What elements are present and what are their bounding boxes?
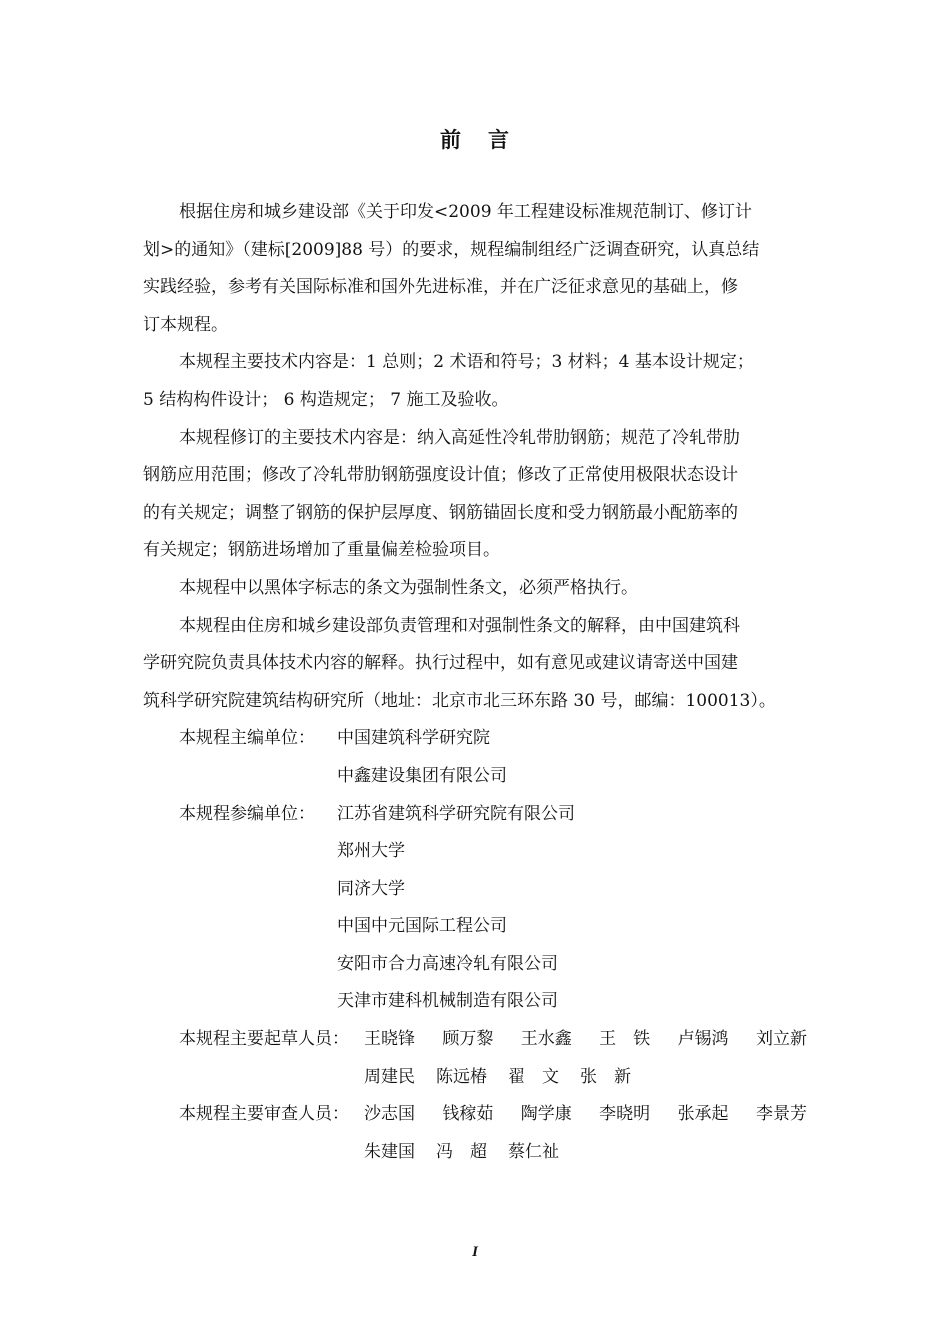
person-name: 陈远椿 (436, 1066, 487, 1087)
paragraph-line: 实践经验，参考有关国际标准和国外先进标准，并在广泛征求意见的基础上，修 (143, 277, 738, 298)
paragraph-line: 订本规程。 (143, 314, 228, 335)
person-name: 蔡仁祉 (508, 1141, 559, 1162)
unit-name: 天津市建科机械制造有限公司 (337, 991, 558, 1012)
unit-name: 中国建筑科学研究院 (337, 728, 490, 749)
paragraph-line: 学研究院负责具体技术内容的解释。执行过程中，如有意见或建议请寄送中国建 (143, 653, 738, 674)
paragraph-line: 筑科学研究院建筑结构研究所（地址：北京市北三环东路 30 号，邮编：100013）。 (143, 690, 776, 711)
person-name: 钱稼茹 (442, 1104, 494, 1125)
paragraph-line: 有关规定；钢筋进场增加了重量偏差检验项目。 (143, 540, 500, 561)
unit-name: 同济大学 (337, 878, 405, 899)
title-char-2: 言 (488, 128, 510, 152)
person-name: 卢锡鸿 (677, 1029, 729, 1050)
page-number: I (472, 1244, 478, 1260)
unit-name: 郑州大学 (337, 841, 405, 862)
paragraph-line: 5 结构构件设计； 6 构造规定； 7 施工及验收。 (143, 389, 509, 410)
paragraph-management (143, 608, 807, 721)
paragraph-mandatory-clauses (143, 570, 807, 608)
unit-name: 中鑫建设集团有限公司 (337, 765, 507, 786)
page-title (0, 124, 950, 154)
chief-editor-units (143, 720, 807, 795)
chief-editor-label: 本规程主编单位： (179, 728, 315, 749)
unit-name: 江苏省建筑科学研究院有限公司 (337, 803, 575, 824)
drafters-label: 本规程主要起草人员： (179, 1029, 349, 1050)
paragraph-line: 根据住房和城乡建设部《关于印发<2009 年工程建设标准规范制订、修订计 (179, 202, 752, 222)
unit-name: 安阳市合力高速冷轧有限公司 (337, 953, 558, 974)
paragraph-line: 钢筋应用范围；修改了冷轧带肋钢筋强度设计值；修改了正常使用极限状态设计 (143, 465, 738, 486)
person-name: 李晓明 (599, 1104, 651, 1125)
person-name: 朱建国 (364, 1141, 415, 1162)
person-name: 翟 文 (508, 1066, 559, 1087)
paragraph-line: 本规程由住房和城乡建设部负责管理和对强制性条文的解释，由中国建筑科 (179, 615, 740, 636)
person-name: 李景芳 (755, 1104, 807, 1125)
reviewers-list (143, 1096, 807, 1171)
drafters-list (143, 1021, 807, 1096)
person-name: 王晓锋 (364, 1029, 415, 1050)
person-name: 王水鑫 (520, 1029, 572, 1050)
person-name: 沙志国 (364, 1104, 415, 1125)
unit-name: 中国中元国际工程公司 (337, 916, 507, 937)
title-char-1: 前 (440, 128, 462, 152)
paragraph-background (143, 194, 807, 344)
person-name: 陶学康 (520, 1104, 572, 1125)
paragraph-line: 本规程中以黑体字标志的条文为强制性条文，必须严格执行。 (179, 577, 638, 598)
participating-units (143, 796, 807, 1022)
person-name: 顾万黎 (442, 1029, 494, 1050)
person-name: 冯 超 (436, 1141, 487, 1162)
person-name: 周建民 (364, 1066, 415, 1087)
person-name: 王 铁 (599, 1029, 651, 1050)
paragraph-line: 本规程修订的主要技术内容是：纳入高延性冷轧带肋钢筋；规范了冷轧带肋 (179, 427, 740, 448)
person-name: 张承起 (677, 1104, 729, 1125)
reviewers-label: 本规程主要审查人员： (179, 1104, 349, 1125)
preface-body (143, 194, 807, 1171)
paragraph-revision-content (143, 420, 807, 570)
paragraph-line: 划>的通知》（建标[2009]88 号）的要求，规程编制组经广泛调查研究，认真总结 (143, 239, 760, 260)
paragraph-main-content (143, 344, 807, 419)
paragraph-line: 的有关规定；调整了钢筋的保护层厚度、钢筋锚固长度和受力钢筋最小配筋率的 (143, 502, 738, 523)
participating-label: 本规程参编单位： (179, 803, 315, 824)
paragraph-line: 本规程主要技术内容是：1 总则；2 术语和符号；3 材料；4 基本设计规定； (179, 352, 754, 373)
person-name: 张 新 (580, 1066, 631, 1087)
person-name: 刘立新 (755, 1029, 807, 1050)
